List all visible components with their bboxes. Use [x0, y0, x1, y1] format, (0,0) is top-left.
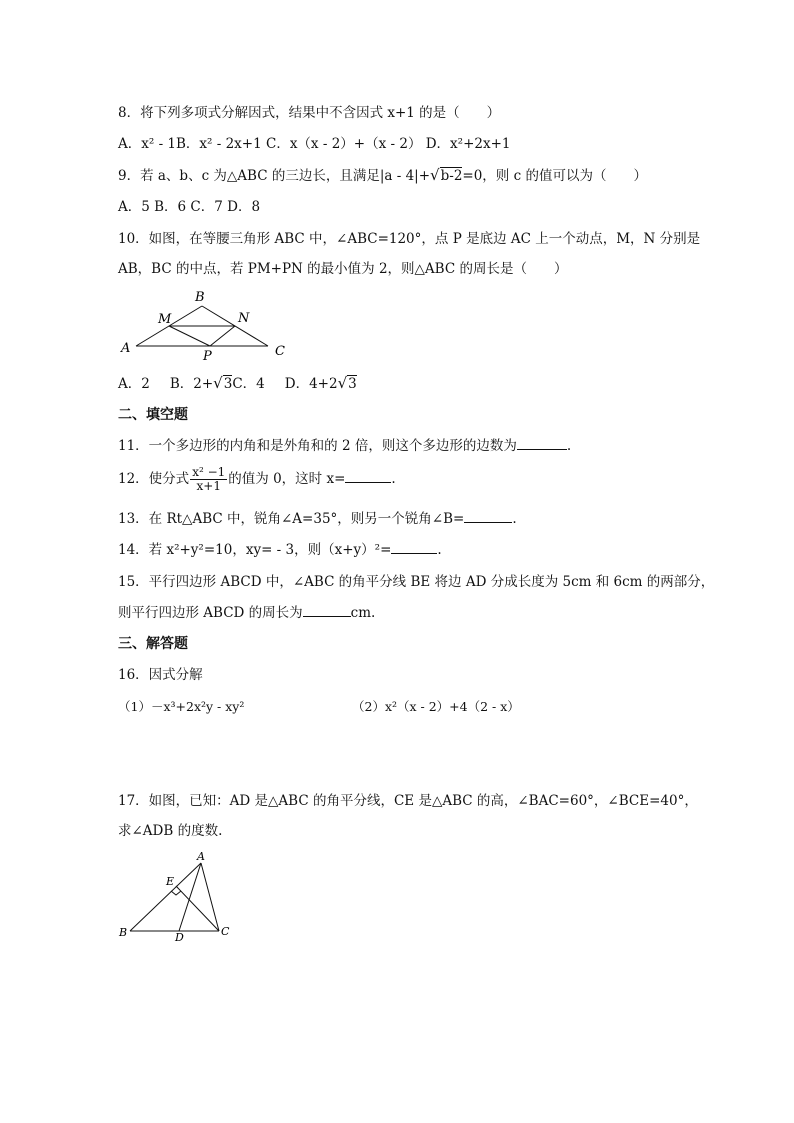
section-3-title: 三、解答题	[118, 636, 188, 652]
q17-line1: 17．如图，已知：AD 是△ABC 的角平分线，CE 是△ABC 的高，∠BAC=60°，∠BCE=40°，	[118, 793, 698, 809]
label-c: C	[275, 344, 285, 359]
answer-blank	[391, 541, 437, 554]
label-m: M	[158, 312, 172, 327]
q15-line2-pre: 则平行四边形 ABCD 的周长为	[118, 605, 303, 621]
label-e: E	[166, 875, 175, 888]
right-angle-mark	[171, 891, 181, 895]
q12-fraction	[190, 466, 227, 493]
q15-line1: 15．平行四边形 ABCD 中，∠ABC 的角平分线 BE 将边 AD 分成长度为 5cm 和 6cm 的两部分，	[118, 574, 715, 590]
q10-option-b-rad: 3	[223, 376, 233, 392]
segment-pn	[210, 326, 235, 346]
q9-options: A．5 B．6 C．7 D．8	[118, 199, 261, 215]
q17-line2: 求∠ADB 的度数.	[118, 823, 223, 839]
answer-blank	[303, 604, 351, 617]
q12: 12．使分式 $\frac{\text{x² −1}}{x+1}$ 的值为 0，这时 x= .	[118, 465, 396, 493]
label-b: B	[119, 926, 128, 939]
q8-options: A．x² - 1B．x² - 2x+1 C．x（x - 2）+（x - 2） D．x²+2x+1	[118, 136, 511, 152]
answer-blank	[345, 470, 391, 483]
q10-stem-line2: AB，BC 的中点，若 PM+PN 的最小值为 2，则△ABC 的周长是（ ）	[118, 261, 568, 277]
section-2-title: 二、填空题	[118, 407, 188, 423]
q9-stem	[118, 166, 647, 185]
answer-blank	[464, 510, 512, 523]
label-n: N	[238, 311, 250, 326]
q10-option-a: A．2	[118, 376, 150, 392]
q14: 14．若 x²+y²=10，xy= - 3，则（x+y）²= .	[118, 542, 442, 558]
q11: 11．一个多边形的内角和是外角和的 2 倍，则这个多边形的边数为 .	[118, 438, 572, 454]
q10-option-b-pre: B．2+	[169, 376, 214, 392]
segment-ac	[201, 863, 219, 931]
q16-part1: （1）－x³+2x²y - xy²	[118, 699, 245, 714]
answer-blank	[517, 437, 567, 450]
q14-text: 14．若 x²+y²=10，xy= - 3，则（x+y）²=	[118, 542, 392, 558]
q9-stem-pre: 9．若 a、b、c 为△ABC 的三边长，且满足|a - 4|+	[118, 168, 431, 184]
segment-pm	[169, 326, 210, 346]
q10-option-d-pre: D．4+2	[284, 376, 338, 392]
q10-options	[118, 374, 357, 393]
sqrt-symbol: √	[337, 374, 348, 392]
q12-numerator: x² −1	[192, 465, 226, 479]
label-c: C	[221, 925, 230, 938]
label-a: A	[121, 341, 131, 356]
q16-part2: （2）x²（x - 2）+4（2 - x）	[352, 699, 520, 714]
q10-stem-line1: 10．如图，在等腰三角形 ABC 中，∠ABC=120°，点 P 是底边 AC 上一个动点，M，N 分别是	[118, 231, 701, 247]
label-b: B	[195, 290, 205, 305]
q10-figure	[116, 288, 291, 363]
q12-denominator: x+1	[196, 479, 221, 493]
label-p: P	[203, 349, 212, 363]
q9-stem-post: =0，则 c 的值可以为（ ）	[462, 168, 647, 184]
q17-figure	[116, 848, 241, 943]
label-d: D	[175, 931, 184, 943]
q13: 13．在 Rt△ABC 中，锐角∠A=35°，则另一个锐角∠B= .	[118, 511, 517, 527]
q15-line2	[118, 604, 375, 622]
q9-sqrt-content: b-2	[440, 168, 463, 184]
q12-post: 的值为 0，这时 x=	[228, 471, 346, 487]
label-a: A	[197, 850, 205, 863]
q12-pre: 12．使分式	[118, 471, 190, 487]
q10-option-d-rad: 3	[348, 376, 357, 392]
q11-text: 11．一个多边形的内角和是外角和的 2 倍，则这个多边形的边数为	[118, 438, 517, 454]
q16-title: 16．因式分解	[118, 667, 203, 683]
q13-text: 13．在 Rt△ABC 中，锐角∠A=35°，则另一个锐角∠B=	[118, 511, 465, 527]
q15-line2-post: cm.	[350, 605, 376, 621]
sqrt-symbol: √	[213, 374, 223, 392]
q8-stem: 8．将下列多项式分解因式，结果中不含因式 x+1 的是（ ）	[118, 105, 501, 121]
sqrt-symbol: √	[430, 166, 440, 184]
q10-option-c: C．4	[232, 376, 265, 392]
